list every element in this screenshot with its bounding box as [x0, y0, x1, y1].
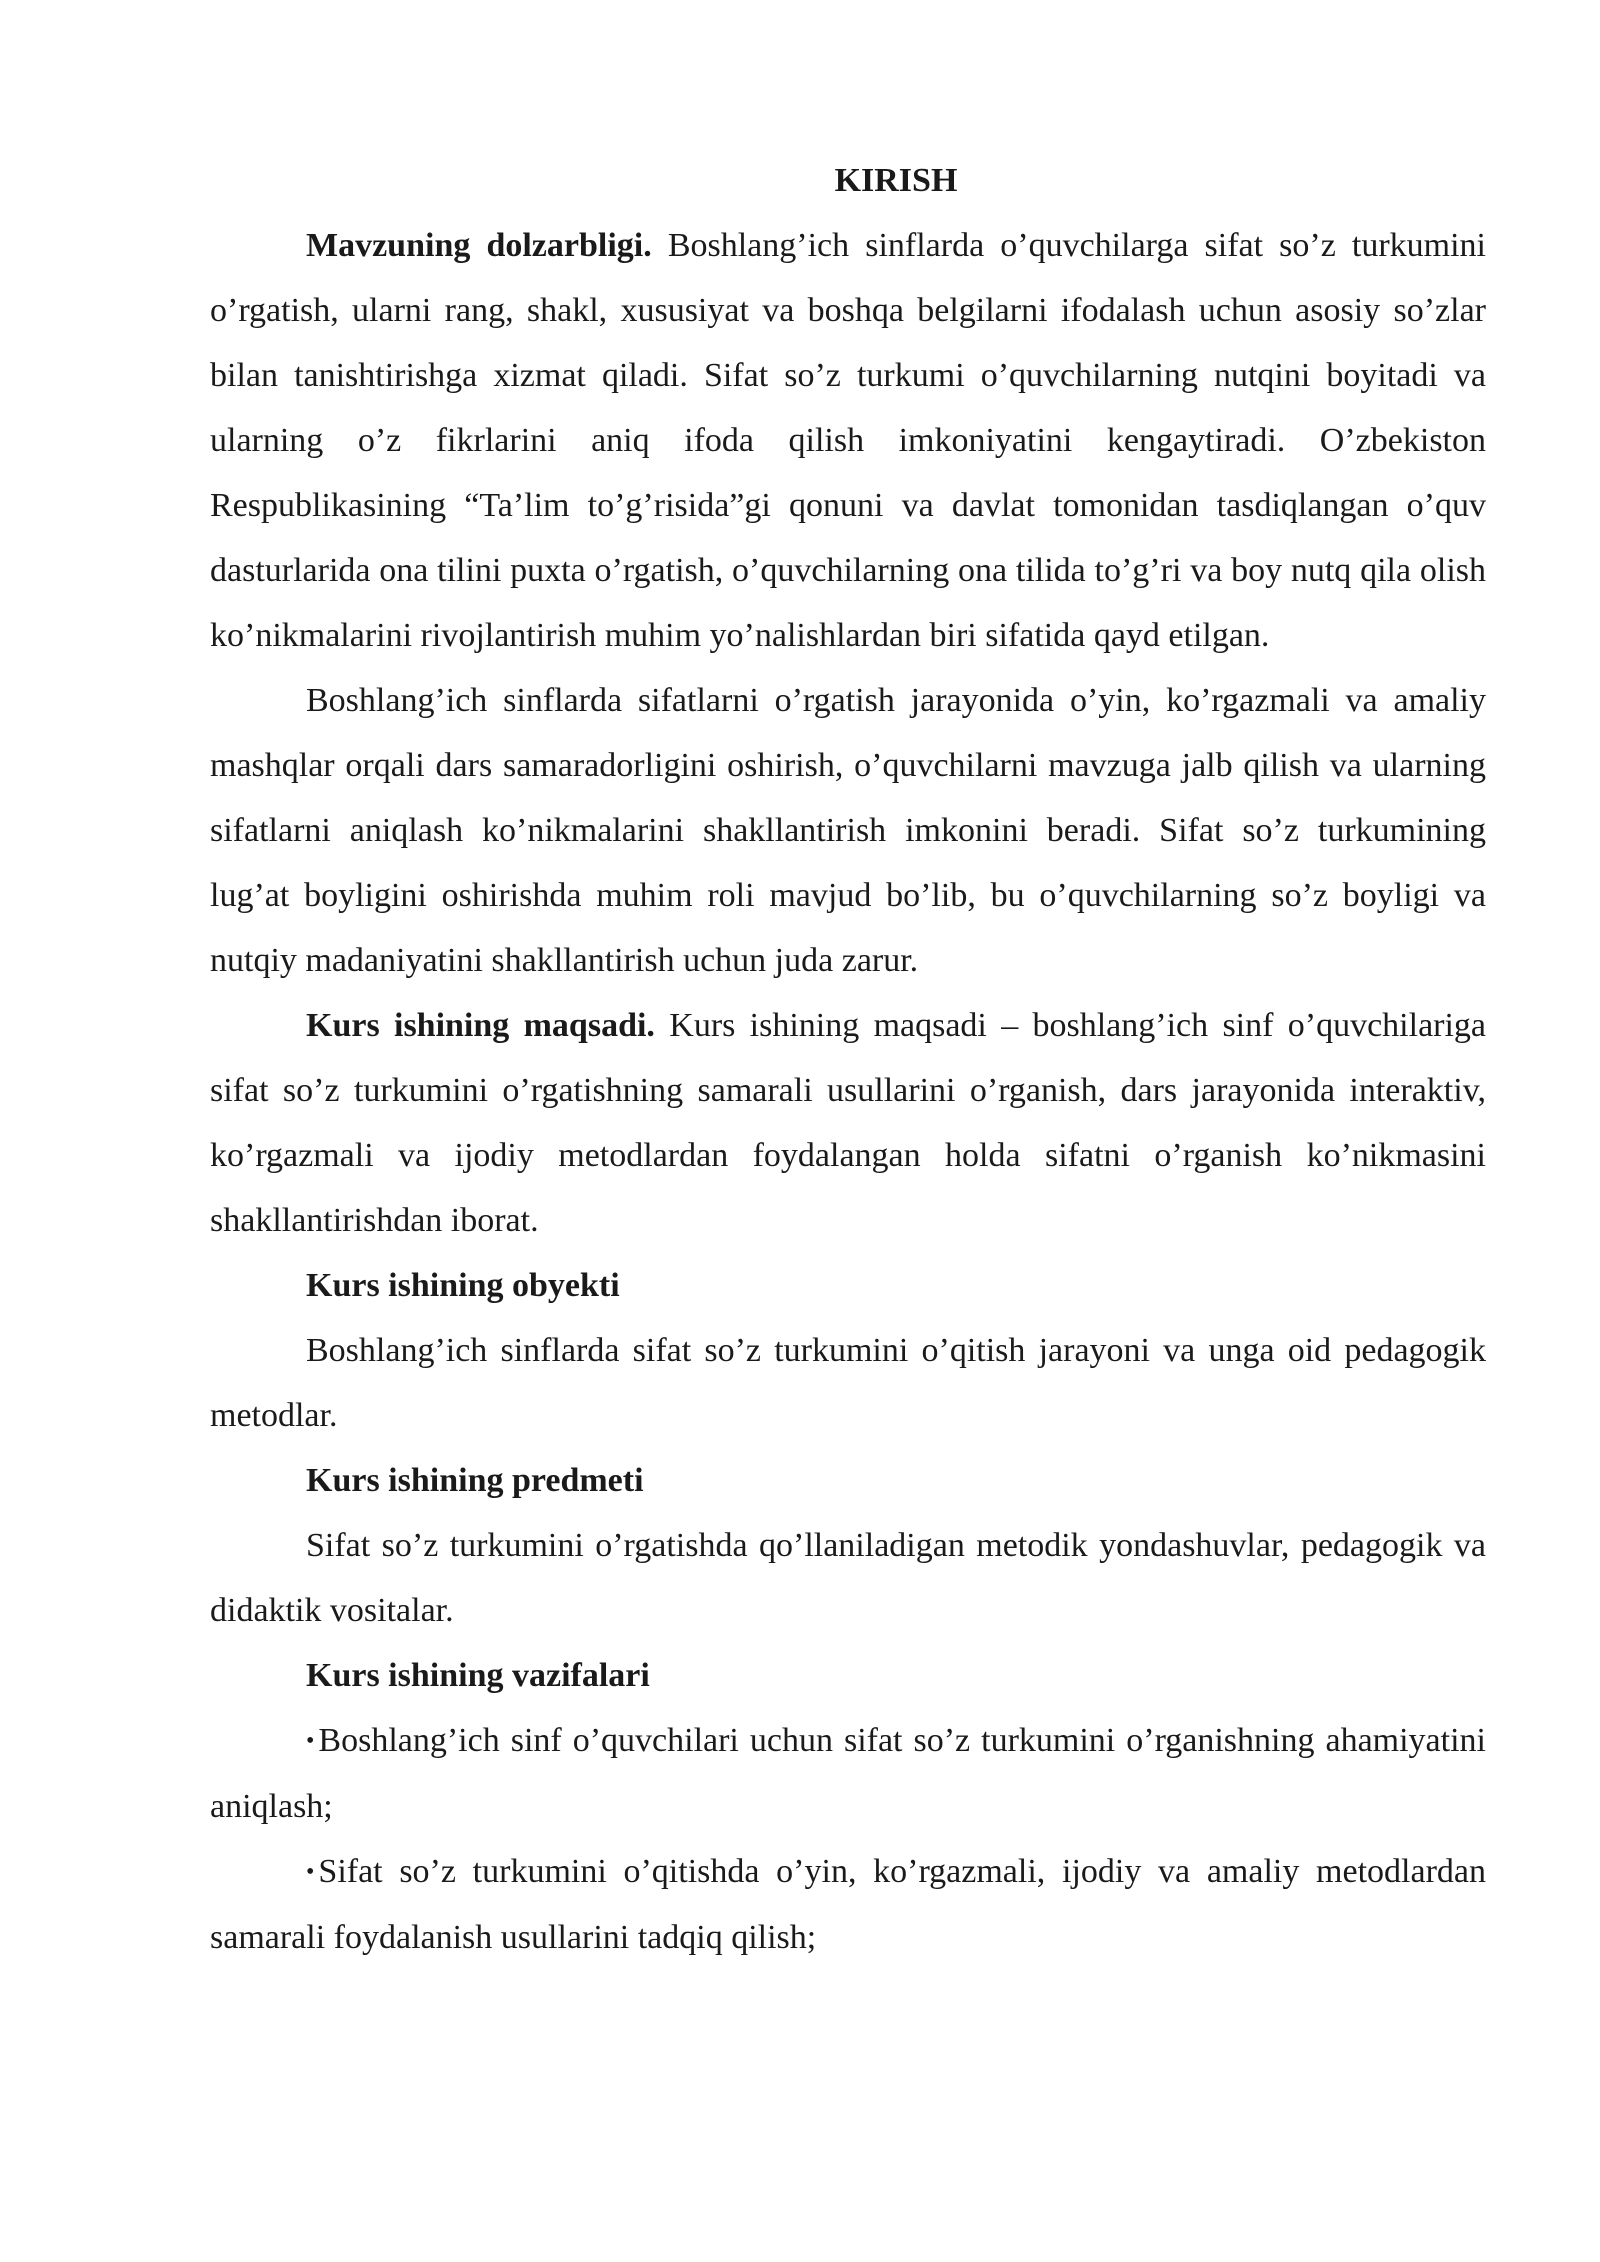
task-item — [210, 1708, 1486, 1839]
relevance-heading: Mavzuning dolzarbligi. — [306, 227, 652, 264]
relevance-paragraph — [210, 213, 1486, 668]
task-item-text: Boshlang’ich sinf o’quvchilari uchun sifat so’z turkumini o’rganishning ahamiyatini aniqlash; — [210, 1722, 1486, 1825]
task-item — [210, 1839, 1486, 1970]
subject-heading: Kurs ishining predmeti — [306, 1462, 644, 1499]
task-item-text: Sifat so’z turkumini o’qitishda o’yin, ko’rgazmali, ijodiy va amaliy metodlardan samarali foydalanish usullarini tadqiq qilish; — [210, 1853, 1486, 1956]
goal-heading: Kurs ishining maqsadi. — [306, 1007, 655, 1044]
bullet-icon: • — [306, 1859, 315, 1885]
document-page — [210, 148, 1486, 1970]
goal-text: Kurs ishining maqsadi – boshlang’ich sinf o’quvchilariga sifat so’z turkumini o’rgatishning samarali usullarini o’rganish, dars jarayonida interaktiv, ko’rgazmali va ijodiy metodlardan foydalangan holda sifatni o’rganish ko’nikmasini shakllantirishdan iborat. — [210, 1007, 1487, 1239]
relevance-text: Boshlang’ich sinflarda o’quvchilarga sifat so’z turkumini o’rgatish, ularni rang, shakl, xususiyat va boshqa belgilarni ifodalash uchun asosiy so’zlar bilan tanishtirishga xizmat qiladi. Sifat so’z turkumi o’quvchilarning nutqini boyitadi va ularning o’z fikrlarini aniq ifoda qilish imkoniyatini kengaytiradi. O’zbekiston Respublikasining “Ta’lim to’g’risida”gi qonuni va davlat tomonidan tasdiqlangan o’quv dasturlarida ona tilini puxta o’rgatish, o’quvchilarning ona tilida to’g’ri va boy nutq qila olish ko’nikmalarini rivojlantirish muhim yo’nalishlardan biri sifatida qayd etilgan. — [210, 227, 1487, 654]
object-text: Boshlang’ich sinflarda sifat so’z turkumini o’qitish jarayoni va unga oid pedagogik metodlar. — [210, 1332, 1486, 1434]
paragraph-2: Boshlang’ich sinflarda sifatlarni o’rgatish jarayonida o’yin, ko’rgazmali va amaliy mashqlar orqali dars samaradorligini oshirish, o’quvchilarni mavzuga jalb qilish va ularning sifatlarni aniqlash ko’nikmalarini shakllantirish imkonini beradi. Sifat so’z turkumining lug’at boyligini oshirishda muhim roli mavjud bo’lib, bu o’quvchilarning so’z boyligi va nutqiy madaniyatini shakllantirish uchun juda zarur. — [210, 682, 1486, 979]
bullet-icon: • — [306, 1728, 315, 1754]
subject-text: Sifat so’z turkumini o’rgatishda qo’llaniladigan metodik yondashuvlar, pedagogik va didaktik vositalar. — [210, 1527, 1486, 1629]
page-title: KIRISH — [834, 162, 958, 199]
object-heading: Kurs ishining obyekti — [306, 1267, 620, 1304]
goal-paragraph — [210, 993, 1486, 1253]
tasks-heading: Kurs ishining vazifalari — [306, 1657, 650, 1694]
